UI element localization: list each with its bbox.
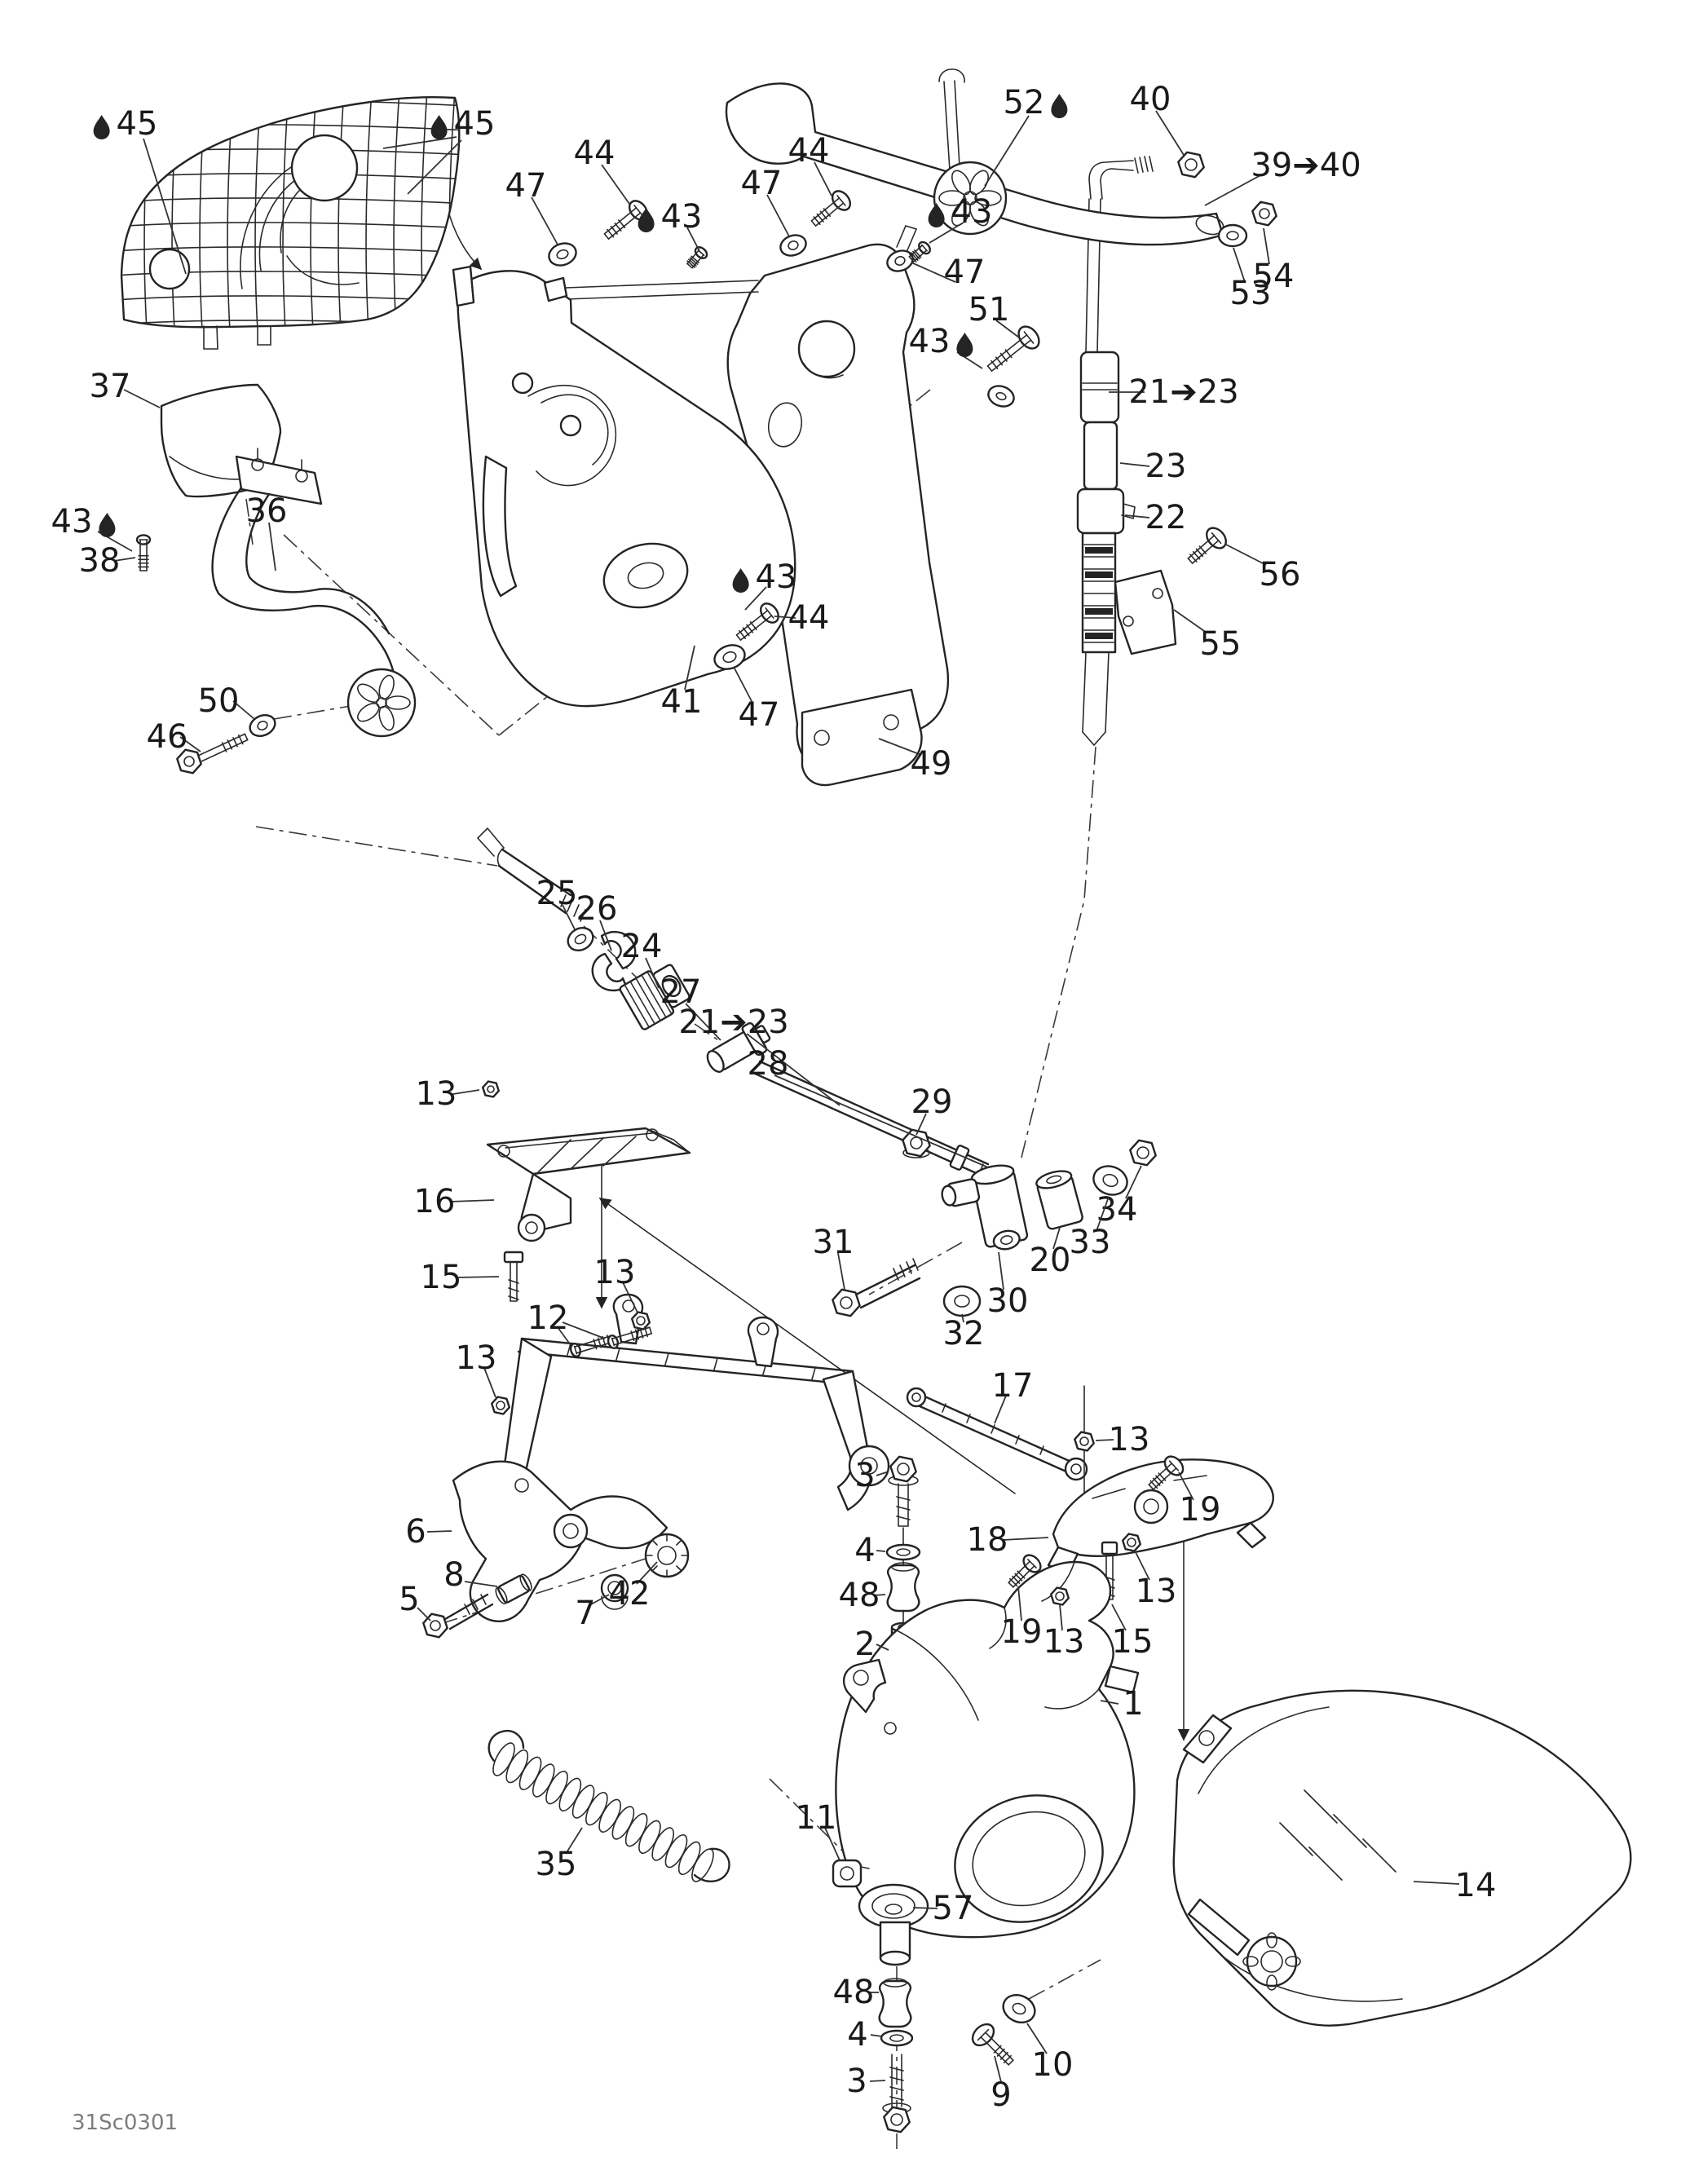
- nut: [483, 1082, 499, 1097]
- callout-4: [854, 1532, 885, 1569]
- nut: [890, 1457, 916, 1481]
- callout-18: [967, 1521, 1048, 1559]
- callout-13: [1135, 1551, 1176, 1610]
- callout-31: [813, 1224, 854, 1290]
- callout-47: [505, 167, 558, 245]
- part-damper-48-lower: [880, 1979, 911, 2027]
- callout-7: [575, 1595, 609, 1632]
- callout-text: 45: [116, 105, 158, 143]
- callout-text: 19: [1179, 1491, 1221, 1529]
- callout-30: [987, 1252, 1029, 1320]
- washer: [881, 2031, 912, 2045]
- screw: [1188, 524, 1229, 563]
- bolt-15-head: [505, 1252, 523, 1262]
- callout-text: 13: [1135, 1573, 1177, 1610]
- callout-6: [405, 1513, 452, 1551]
- callout-text: 31: [812, 1224, 854, 1261]
- callout-text: 2: [854, 1626, 876, 1663]
- screw: [909, 240, 932, 262]
- callout-text: 13: [1108, 1421, 1150, 1458]
- nut: [632, 1313, 650, 1330]
- callout-text: 29: [911, 1083, 953, 1121]
- callout-17: [992, 1367, 1034, 1423]
- nut: [884, 2107, 909, 2132]
- callout-text: 53: [1229, 275, 1272, 312]
- callout-text: 47: [943, 254, 986, 291]
- callout-text: 13: [455, 1339, 497, 1377]
- callout-29: [911, 1083, 953, 1135]
- callout-text: 40: [1129, 81, 1171, 118]
- washer: [778, 232, 809, 258]
- callout-text: 27: [660, 973, 702, 1011]
- callout-text: 47: [738, 696, 780, 734]
- callout-43: [638, 198, 703, 251]
- oil-drop-icon: [956, 333, 973, 357]
- bolt-15b-head: [1102, 1542, 1117, 1554]
- callout-35: [536, 1828, 582, 1883]
- callout-13: [456, 1339, 497, 1397]
- callout-47: [911, 254, 985, 291]
- callout-text: 56: [1259, 556, 1301, 593]
- callout-43: [909, 323, 982, 368]
- callout-5: [399, 1581, 430, 1621]
- screw: [968, 2020, 1013, 2065]
- t-fitting-30: [938, 1163, 1029, 1260]
- nut: [1123, 1534, 1141, 1551]
- callout-37: [90, 368, 160, 408]
- screw: [988, 323, 1043, 371]
- callout-text: 43: [951, 193, 993, 231]
- nut: [1074, 1432, 1093, 1451]
- part-lever-6: [445, 1462, 688, 1629]
- callout-text: 14: [1454, 1867, 1497, 1904]
- callout-46: [147, 718, 201, 756]
- callout-text: 37: [89, 368, 131, 405]
- callout-text: 47: [505, 167, 547, 205]
- screw: [811, 188, 854, 226]
- callout-15: [421, 1259, 499, 1296]
- callout-text: 26: [576, 890, 618, 928]
- callout-text: 43: [660, 198, 703, 236]
- part-bracket-16: [488, 1128, 690, 1301]
- callout-text: 44: [788, 599, 830, 637]
- callout-text: 32: [942, 1315, 985, 1352]
- nut: [1178, 152, 1203, 177]
- callout-text: 38: [78, 542, 121, 580]
- callout-text: 24: [620, 928, 663, 965]
- part-plate-55: [1115, 571, 1176, 654]
- washer: [564, 924, 598, 955]
- washer: [546, 240, 580, 269]
- callout-48: [839, 1577, 885, 1614]
- callout-20: [1030, 1228, 1071, 1279]
- screw: [137, 535, 150, 571]
- oil-drop-icon: [99, 513, 115, 537]
- cable-end-fitting: [1081, 352, 1118, 422]
- callout-text: 46: [146, 718, 188, 756]
- callout-4: [847, 2016, 882, 2054]
- callout-text: 4: [847, 2016, 868, 2054]
- callout-text: 12: [527, 1299, 569, 1337]
- callout-text: 1: [1123, 1685, 1144, 1723]
- nut: [1130, 1141, 1155, 1165]
- callout-44: [574, 135, 629, 204]
- nut: [492, 1397, 510, 1414]
- callout-text: 13: [415, 1075, 457, 1113]
- callout-text: 30: [986, 1282, 1029, 1320]
- bushing-20: [1035, 1168, 1083, 1230]
- callout-text: 13: [1043, 1623, 1085, 1661]
- callout-55: [1174, 610, 1241, 663]
- washer: [944, 1286, 980, 1316]
- washer: [246, 711, 278, 739]
- callout-text: 44: [788, 132, 830, 170]
- callout-text: 19: [1000, 1613, 1043, 1651]
- callout-text: 41: [660, 683, 703, 721]
- callout-text: 33: [1069, 1224, 1111, 1261]
- callout-44: [788, 132, 832, 196]
- shield-pivot-boss: [1247, 1937, 1296, 1986]
- part-grid-cover: [114, 90, 469, 349]
- callout-text: 28: [747, 1045, 789, 1083]
- crossbar: [545, 280, 758, 300]
- callout-text: 43: [755, 558, 797, 596]
- callout-51: [968, 291, 1019, 338]
- callout-12: [527, 1299, 605, 1345]
- callout-3: [846, 2063, 885, 2100]
- washer: [887, 1545, 920, 1560]
- callout-text: 21➔23: [1128, 373, 1239, 411]
- part-spring-35: [489, 1731, 730, 1885]
- nut: [1252, 202, 1276, 226]
- callout-40: [1130, 81, 1184, 155]
- drawing-code: 31Sc0301: [72, 2111, 179, 2135]
- nut: [1051, 1588, 1069, 1605]
- oil-drop-icon: [94, 115, 110, 139]
- callout-21-23: [1109, 373, 1239, 411]
- callout-text: 16: [413, 1183, 456, 1220]
- callout-10: [1027, 2023, 1073, 2084]
- callout-13: [1096, 1421, 1149, 1458]
- callout-text: 49: [910, 745, 952, 783]
- callout-text: 48: [832, 1974, 875, 2011]
- callout-text: 57: [932, 1890, 974, 1927]
- callout-text: 34: [1096, 1191, 1138, 1229]
- washer: [999, 1990, 1039, 2027]
- callout-32: [943, 1314, 985, 1352]
- callout-54: [1253, 228, 1295, 295]
- callout-48: [833, 1974, 879, 2011]
- callout-23: [1120, 448, 1186, 485]
- callout-15: [1112, 1604, 1154, 1661]
- callout-text: 9: [991, 2076, 1012, 2114]
- callout-52: [985, 84, 1067, 186]
- callout-text: 21➔23: [678, 1004, 789, 1041]
- callout-50: [198, 682, 254, 720]
- callout-47: [734, 667, 779, 734]
- part-heat-shield: [1174, 1691, 1631, 2026]
- callout-text: 52: [1003, 84, 1045, 121]
- washer: [986, 382, 1017, 409]
- callout-text: 15: [420, 1259, 462, 1296]
- callout-text: 45: [453, 105, 496, 143]
- callout-56: [1226, 545, 1300, 593]
- callout-text: 54: [1252, 258, 1295, 295]
- callout-text: 15: [1111, 1623, 1154, 1661]
- callout-text: 47: [740, 165, 783, 202]
- callout-text: 39➔40: [1251, 147, 1361, 184]
- callout-text: 18: [966, 1521, 1008, 1559]
- callout-text: 11: [795, 1799, 837, 1837]
- callout-text: 5: [399, 1581, 420, 1618]
- callout-text: 7: [575, 1595, 596, 1632]
- callout-text: 35: [535, 1846, 577, 1883]
- damper-48: [888, 1565, 920, 1611]
- callout-text: 17: [991, 1367, 1034, 1405]
- callout-text: 4: [854, 1532, 876, 1569]
- callout-text: 36: [245, 492, 288, 530]
- callout-text: 44: [573, 135, 615, 172]
- callout-text: 42: [608, 1575, 651, 1613]
- cable-clamp: [1078, 489, 1123, 533]
- callout-text: 43: [51, 503, 93, 540]
- callout-text: 6: [405, 1513, 426, 1551]
- washer: [1219, 225, 1246, 246]
- callout-text: 8: [443, 1556, 465, 1594]
- callout-text: 3: [854, 1457, 876, 1494]
- callout-text: 48: [838, 1577, 880, 1614]
- screw: [199, 734, 247, 761]
- callout-text: 50: [197, 682, 240, 720]
- nut: [832, 1290, 859, 1316]
- callout-13: [416, 1075, 479, 1113]
- callout-text: 55: [1199, 625, 1242, 663]
- callout-text: 3: [846, 2063, 867, 2100]
- oil-drop-icon: [1051, 94, 1067, 118]
- callout-text: 20: [1029, 1242, 1071, 1279]
- callout-text: 10: [1031, 2046, 1074, 2084]
- callout-16: [414, 1183, 494, 1220]
- callout-47: [741, 165, 789, 236]
- part-muffler-body: [836, 1562, 1138, 1941]
- insert-arrow: [447, 205, 481, 269]
- callout-text: 22: [1145, 499, 1187, 536]
- callout-text: 43: [908, 323, 951, 360]
- callout-text: 13: [593, 1254, 636, 1291]
- callout-39-40: [1205, 147, 1361, 205]
- arm-star-end: [348, 669, 415, 736]
- callout-text: 51: [968, 291, 1010, 329]
- callout-text: 23: [1145, 448, 1187, 485]
- callout-25: [536, 875, 578, 931]
- callout-42: [609, 1562, 657, 1613]
- callout-11: [796, 1799, 840, 1860]
- callout-22: [1125, 499, 1186, 536]
- callout-text: 25: [536, 875, 578, 912]
